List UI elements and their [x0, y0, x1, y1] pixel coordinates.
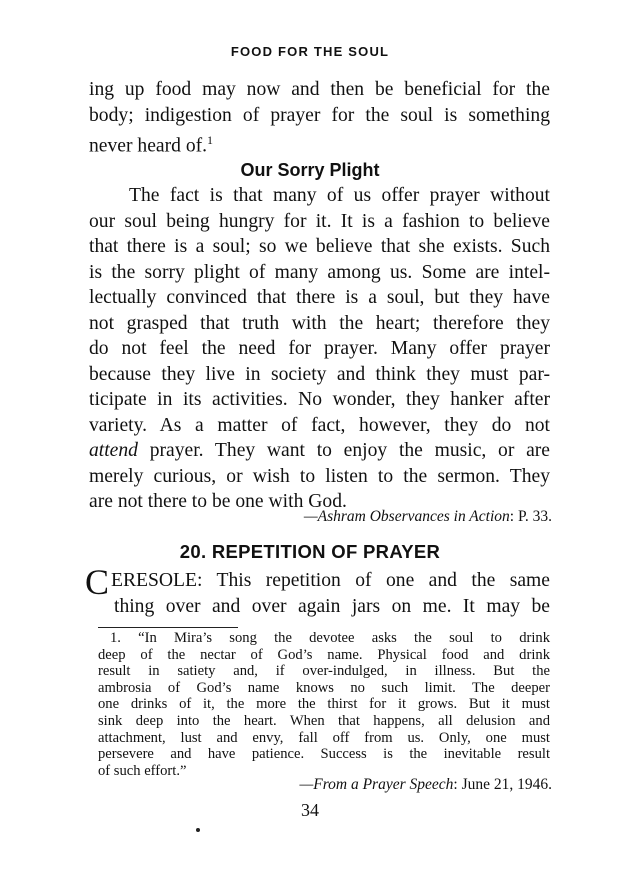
- text-line: attend prayer. They want to enjoy the music, or are: [89, 440, 550, 461]
- text-line: ing up food may now and then be beneficial for the: [89, 79, 550, 100]
- footnote-line: of such effort.”: [98, 762, 187, 779]
- text-line: are not there to be one with God.: [89, 491, 347, 512]
- running-head: FOOD FOR THE SOUL: [230, 44, 390, 59]
- footnote-marker: 1: [207, 133, 214, 147]
- page-number: 34: [301, 800, 319, 820]
- footnote-line: ambrosia of God’s name knows no such limit. The deeper: [98, 679, 550, 696]
- text-line: do not feel the need for prayer. Many offer prayer: [89, 338, 550, 359]
- footnote-line: one drinks of it, the more the thirst for it grows. But it must: [98, 696, 550, 713]
- footnote-rule: [98, 627, 238, 628]
- footnote-source-citation: —From a Prayer Speech: June 21, 1946.: [299, 776, 552, 793]
- text-line: never heard of.$^1$: [89, 133, 214, 157]
- italic-word: attend: [89, 440, 138, 461]
- footnote-line: persevere and have patience. Success is the inevitable result: [98, 746, 550, 763]
- footnote-line: 1. “In Mira’s song the devotee asks the soul to drink: [110, 630, 550, 646]
- text-line: that there is a soul; so we believe that she exists. Such: [89, 236, 550, 257]
- ink-speck: [196, 828, 200, 832]
- text-line: because they live in society and think they must par-: [89, 363, 550, 385]
- drop-cap: C: [85, 562, 110, 602]
- text-line: thing over and over again jars on me. It may be: [114, 595, 550, 617]
- text-line: body; indigestion of prayer for the soul is something: [89, 104, 550, 126]
- text-line: variety. As a matter of fact, however, they do not: [89, 414, 550, 436]
- footnote-line: attachment, lust and envy, fall off from us. Only, one must: [98, 729, 550, 746]
- sorry-plight-paragraph: [89, 183, 550, 515]
- footnote-line: deep of the nectar of God’s name. Physical food and drink: [98, 646, 550, 663]
- top-paragraph: [89, 77, 550, 159]
- text-line: our soul being hungry for it. It is a fashion to believe: [89, 210, 550, 232]
- footnote-line: result in satiety and, if over-indulged, in illness. But the: [98, 663, 550, 680]
- section-heading-repetition-of-prayer: 20. REPETITION OF PRAYER: [179, 541, 441, 562]
- source-citation: —Ashram Observances in Action: P. 33.: [303, 508, 552, 525]
- text-line: ERESOLE: This repetition of one and the same: [111, 570, 550, 591]
- section-heading-our-sorry-plight: Our Sorry Plight: [240, 160, 380, 180]
- text-line: lectually convinced that there is a soul, but they have: [89, 287, 550, 308]
- footnote-line: sink deep into the heart. When that happens, all delusion and: [98, 712, 550, 729]
- ceresole-paragraph: [85, 562, 550, 619]
- text-line: not grasped that truth with the heart; therefore they: [89, 312, 550, 334]
- text-line: The fact is that many of us offer prayer without: [129, 185, 550, 206]
- text-line: merely curious, or wish to listen to the sermon. They: [89, 465, 550, 487]
- text-line: ticipate in its activities. No wonder, they hanker after: [89, 389, 550, 410]
- footnote: [98, 630, 550, 779]
- text-line: is the sorry plight of many among us. Some are intel-: [89, 261, 550, 283]
